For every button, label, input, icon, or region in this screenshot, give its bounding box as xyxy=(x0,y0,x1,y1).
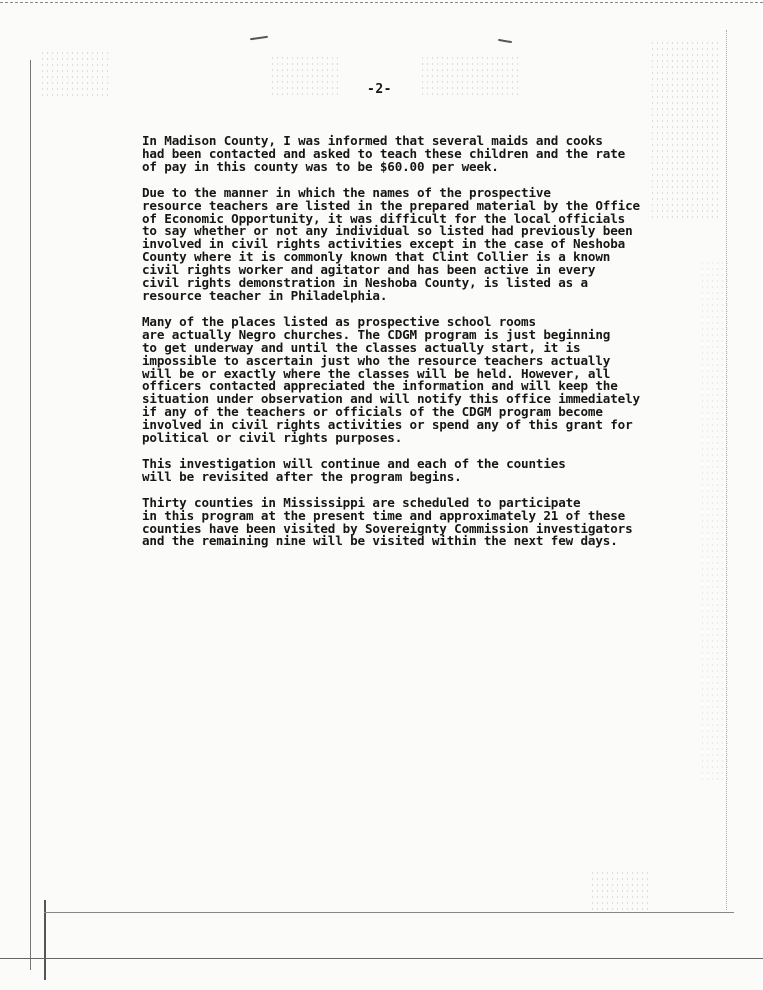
scan-edge-bottom xyxy=(44,912,734,913)
paragraph: In Madison County, I was informed that several maids and cooks had been contacted and asked to teach these children and the rate of pay in this county was to be $60.00 per week. xyxy=(142,133,626,174)
scan-edge-top xyxy=(0,2,763,3)
scan-mark xyxy=(498,39,512,43)
paragraph: Due to the manner in which the names of the prospective resource teachers are listed in the prepared material by the Office of Economic Opportunity, it was difficult for the local officials to say whether or not any individual so listed had previously been involved in civil rights activities except in the case of Neshoba County where it is commonly known that Clint Collier is a known civil rights worker and agitator and has been active in every civil rights demonstration in Neshoba County, is listed as a resource teacher in Philadelphia. xyxy=(142,184,640,303)
scan-mark xyxy=(250,36,268,40)
scan-noise xyxy=(270,55,340,95)
paragraph: Many of the places listed as prospective school rooms are actually Negro churches. The CDGM program is just beginning to get underway and until the classes actually start, it is impossible to ascertain just who the resource teachers actually will be or exactly where the classes will be held. However, all officers contacted appreciated the information and will keep the situation under observation and will notify this office immediately if any of the teachers or officials of the CDGM program become involved in civil rights activities or spend any of this grant for political or civil rights purposes. xyxy=(142,313,640,446)
letter-body xyxy=(142,135,702,561)
scan-edge-bottom-outer xyxy=(0,958,763,959)
scan-noise xyxy=(420,55,520,95)
scan-noise xyxy=(590,870,650,910)
paragraph: This investigation will continue and each of the counties will be revisited after the program begins. xyxy=(142,455,566,484)
scan-noise xyxy=(40,50,110,100)
scan-edge-left xyxy=(30,60,31,970)
page-number: -2- xyxy=(367,82,392,97)
scan-noise xyxy=(700,260,730,780)
paragraph: Thirty counties in Mississippi are scheduled to participate in this program at the present time and approximately 21 of these counties have been visited by Sovereignty Commission investigators and the remaining nine will be visited within the next few days. xyxy=(142,494,633,549)
